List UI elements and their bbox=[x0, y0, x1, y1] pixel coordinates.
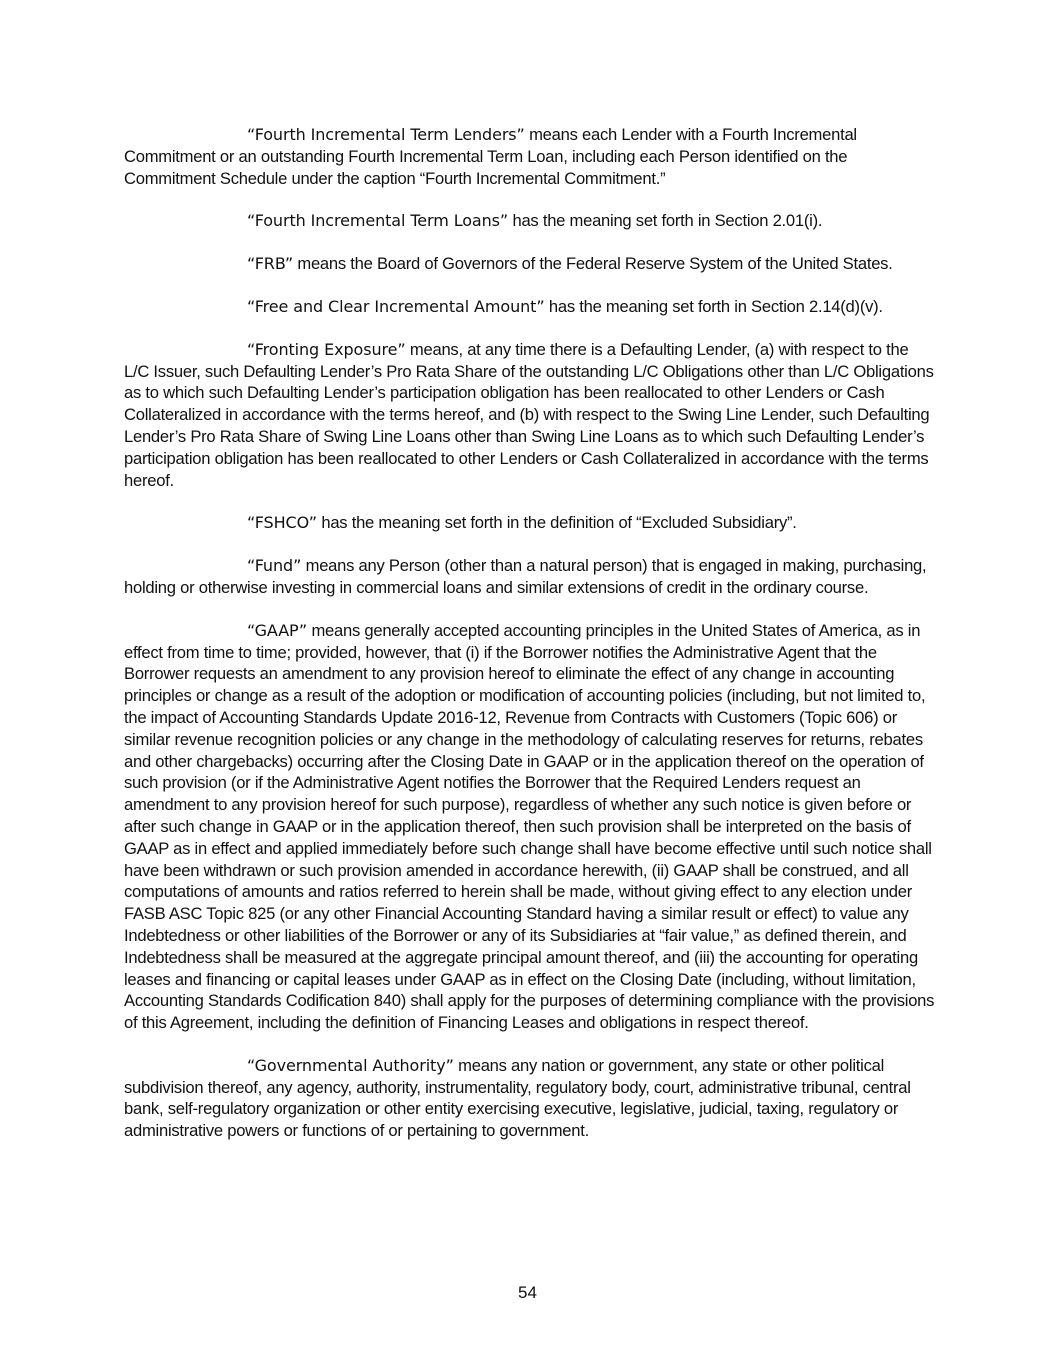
definition-text: means any nation or government, any state or other political subdivision thereof, any agency, authority, instrumentality, regulatory body, court, administrative tribunal, central bank, self-regulatory organization or other entity exercising executive, legislative, judicial, taxing, regulatory or administrative powers or functions of or pertaining to government. bbox=[124, 1055, 911, 1141]
defined-term: “Free and Clear Incremental Amount” bbox=[247, 296, 545, 316]
definition-text: has the meaning set forth in the definition of “Excluded Subsidiary”. bbox=[316, 513, 797, 533]
definition-paragraph bbox=[124, 1055, 936, 1142]
document-page bbox=[124, 124, 936, 1163]
definition-text: means generally accepted accounting principles in the United States of America, as in effect from time to time; provided, however, that (i) if the Borrower notifies the Administrative Agent that the Borrower requests an amendment to any provision hereof to eliminate the effect of any change in accounting principles or change as a result of the adoption or modification of accounting policies (including, but not limited to, the impact of Accounting Standards Update 2016-12, Revenue from Contracts with Customers (Topic 606) or similar revenue recognition policies or any change in the methodology of calculating reserves for returns, rebates and other chargebacks) occurring after the Closing Date in GAAP or in the application thereof on the operation of such provision (or if the Administrative Agent notifies the Borrower that the Required Lenders request an amendment to any provision hereof for such purpose), regardless of whether any such notice is given before or after such change in GAAP or in the application thereof, then such provision shall be interpreted on the basis of GAAP as in effect and applied immediately before such change shall have become effective until such notice shall have been withdrawn or such provision amended in accordance herewith, (ii) GAAP shall be construed, and all computations of amounts and ratios referred to herein shall be made, without giving effect to any election under FASB ASC Topic 825 (or any other Financial Accounting Standard having a similar result or effect) to value any Indebtedness or other liabilities of the Borrower or any of its Subsidiaries at “fair value,” as defined therein, and Indebtedness shall be measured at the aggregate principal amount thereof, and (iii) the accounting for operating leases and financing or capital leases under GAAP as in effect on the Closing Date (including, without limitation, Accounting Standards Codification 840) shall apply for the purposes of determining compliance with the provisions of this Agreement, including the definition of Financing Leases and obligations in respect thereof. bbox=[124, 620, 935, 1033]
defined-term: “Fourth Incremental Term Lenders” bbox=[247, 125, 525, 144]
defined-term: “Governmental Authority” bbox=[247, 1055, 454, 1075]
defined-term: “FRB” bbox=[247, 254, 294, 274]
definition-paragraph bbox=[124, 512, 936, 534]
definition-paragraph bbox=[124, 253, 936, 275]
definition-paragraph bbox=[124, 339, 936, 492]
definition-text: means, at any time there is a Defaulting Lender, (a) with respect to the L/C Issuer, such Defaulting Lender’s Pro Rata Share of the outstanding L/C Obligations other than L/C Obligations as to which such Defaulting Lender’s participation obligation has been reallocated to other Lenders or Cash Collateralized in accordance with the terms hereof, and (b) with respect to the Swing Line Lender, such Defaulting Lender’s Pro Rata Share of Swing Line Loans other than Swing Line Loans as to which such Defaulting Lender’s participation obligation has been reallocated to other Lenders or Cash Collateralized in accordance with the terms hereof. bbox=[124, 339, 934, 490]
defined-term: “Fourth Incremental Term Loans” bbox=[247, 211, 509, 231]
definition-paragraph bbox=[124, 124, 936, 189]
definition-paragraph bbox=[124, 210, 936, 232]
page-number: 54 bbox=[518, 1283, 537, 1302]
definition-text: means any Person (other than a natural person) that is engaged in making, purchasing, holding or otherwise investing in commercial loans and similar extensions of credit in the ordinary course. bbox=[124, 556, 927, 597]
definition-paragraph bbox=[124, 296, 936, 318]
definition-text: means the Board of Governors of the Federal Reserve System of the United States. bbox=[293, 254, 893, 274]
definition-paragraph bbox=[124, 620, 936, 1034]
definition-text: has the meaning set forth in Section 2.01(i). bbox=[508, 211, 823, 231]
defined-term: “GAAP” bbox=[247, 620, 308, 640]
definition-text: has the meaning set forth in Section 2.14(d)(v). bbox=[544, 296, 883, 316]
defined-term: “Fronting Exposure” bbox=[247, 339, 406, 359]
defined-term: “Fund” bbox=[247, 556, 302, 576]
definition-text: means each Lender with a Fourth Incremental Commitment or an outstanding Fourth Incremental Term Loan, including each Person identified on the Commitment Schedule under the caption “Fourth Incremental Commitment.” bbox=[124, 125, 857, 188]
definition-paragraph bbox=[124, 555, 936, 599]
defined-term: “FSHCO” bbox=[247, 513, 317, 533]
